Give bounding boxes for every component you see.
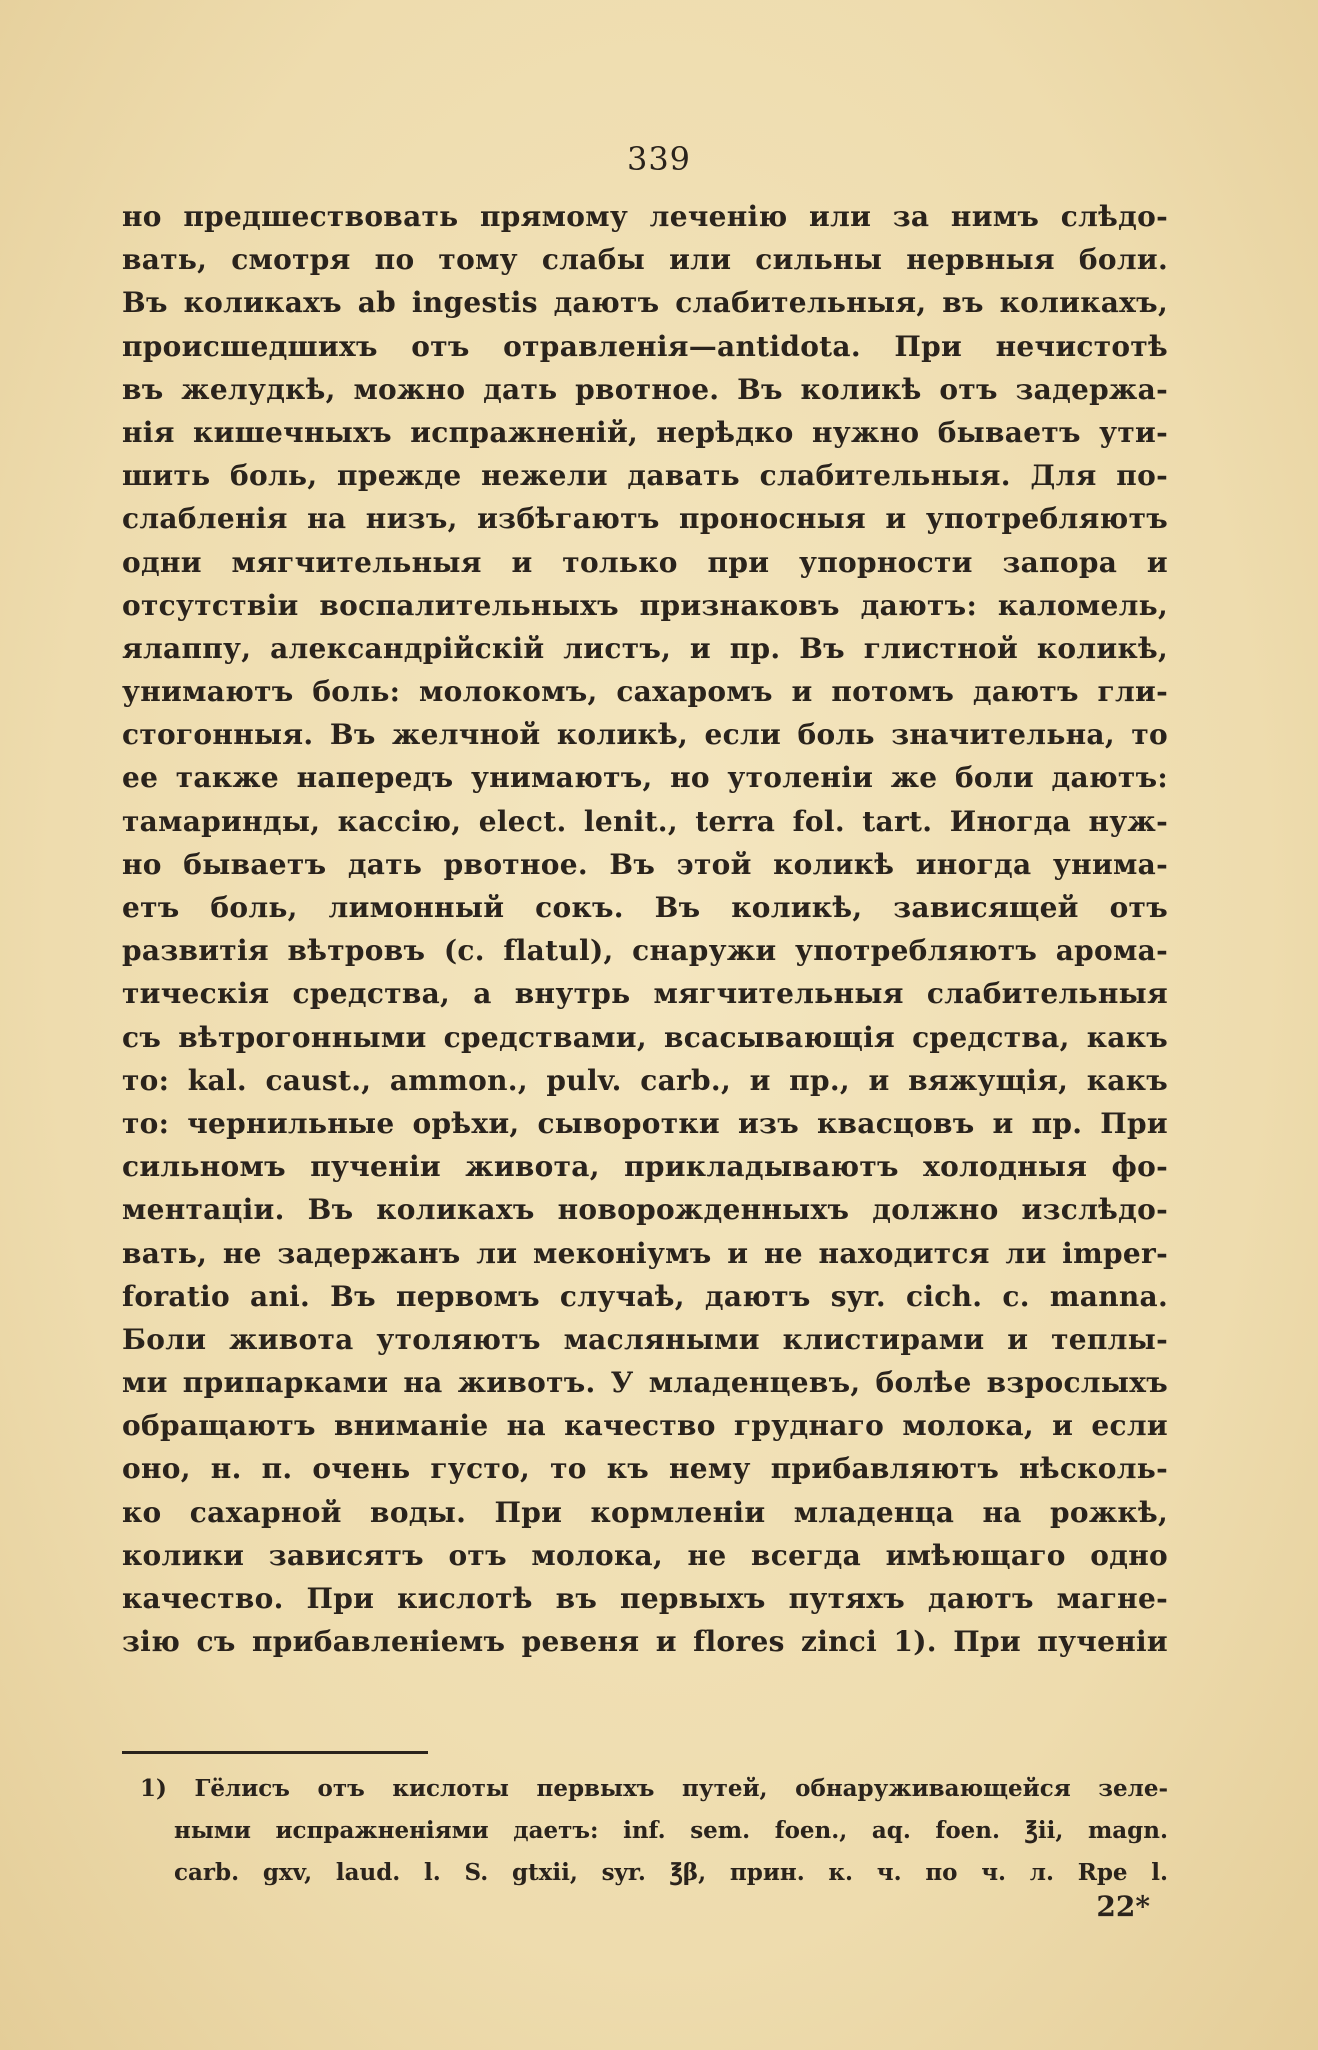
text-line: колики зависятъ отъ молока, не всегда имѣющаго одно: [122, 1538, 1168, 1572]
text-line: съ вѣтрогонными средствами, всасывающія средства, какъ: [122, 1020, 1168, 1054]
text-line: етъ боль, лимонный сокъ. Въ коликѣ, зависящей отъ: [122, 891, 1168, 924]
text-line: въ желудкѣ, можно дать рвотное. Въ коликѣ отъ задержа-: [122, 372, 1168, 406]
page-number: 339: [626, 140, 692, 178]
text-line: происшедшихъ отъ отравленія—antidota. При нечистотѣ: [122, 329, 1168, 363]
text-line: шить боль, прежде нежели давать слабительныя. Для по-: [122, 459, 1168, 493]
signature-mark: 22*: [1096, 1890, 1150, 1923]
footnote-line: carb. gxv, laud. l. S. gtxii, syr. ℥β, прин. к. ч. по ч. л. Rpe l.: [174, 1859, 1168, 1886]
text-line: сильномъ пученіи живота, прикладываютъ холодныя фо-: [122, 1150, 1168, 1184]
footnote: [140, 1768, 1168, 1894]
text-line: зію съ прибавленіемъ ревеня и flores zinci 1). При пученіи: [122, 1625, 1168, 1659]
text-line: вать, не задержанъ ли меконіумъ и не находится ли imper-: [122, 1236, 1168, 1270]
text-line: тамаринды, кассію, elect. lenit., terra fol. tart. Иногда нуж-: [122, 804, 1168, 838]
text-line: стогонныя. Въ желчной коликѣ, если боль значительна, то: [122, 718, 1168, 752]
text-line: но предшествовать прямому леченію или за нимъ слѣдо-: [122, 200, 1168, 233]
text-line: развитія вѣтровъ (c. flatul), снаружи употребляютъ арома-: [122, 934, 1168, 968]
text-line: то: чернильные орѣхи, сыворотки изъ квасцовъ и пр. При: [122, 1106, 1168, 1140]
text-line: тическія средства, а внутрь мягчительныя слабительныя: [122, 977, 1168, 1011]
text-line: оно, н. п. очень густо, то къ нему прибавляютъ нѣсколь-: [122, 1452, 1168, 1486]
text-line: отсутствіи воспалительныхъ признаковъ даютъ: каломель,: [122, 588, 1168, 622]
text-line: слабленія на низъ, избѣгаютъ проносныя и употребляютъ: [122, 502, 1168, 536]
text-line: ко сахарной воды. При кормленіи младенца на рожкѣ,: [122, 1495, 1168, 1529]
text-line: но бываетъ дать рвотное. Въ этой коликѣ иногда унима-: [122, 847, 1168, 881]
text-line: ее также напередъ унимаютъ, но утоленіи же боли даютъ:: [122, 761, 1168, 795]
text-line: то: kal. caust., ammon., pulv. carb., и пр., и вяжущія, какъ: [122, 1063, 1168, 1097]
footnote-line: 1) Гёлисъ отъ кислоты первыхъ путей, обнаруживающейся зеле-: [140, 1775, 1168, 1802]
text-line: Боли живота утоляютъ масляными клистирами и теплы-: [122, 1322, 1168, 1356]
text-line: обращаютъ вниманіе на качество груднаго молока, и если: [122, 1409, 1168, 1443]
footnote-line: ными испражненіями даетъ: inf. sem. foen., aq. foen. ℥ii, magn.: [174, 1817, 1168, 1844]
text-line: ялаппу, александрійскій листъ, и пр. Въ глистной коликѣ,: [122, 631, 1168, 665]
text-line: нія кишечныхъ испражненій, нерѣдко нужно бываетъ ути-: [122, 415, 1168, 449]
text-line: одни мягчительныя и только при упорности запора и: [122, 545, 1168, 579]
text-line: качество. При кислотѣ въ первыхъ путяхъ даютъ магне-: [122, 1582, 1168, 1615]
text-line: ми припарками на животъ. У младенцевъ, болѣе взрослыхъ: [122, 1366, 1168, 1400]
text-line: вать, смотря по тому слабы или сильны нервныя боли.: [122, 243, 1168, 277]
footnote-divider: [122, 1751, 428, 1754]
text-line: foratio ani. Въ первомъ случаѣ, даютъ syr. cich. c. manna.: [122, 1279, 1168, 1313]
text-line: унимаютъ боль: молокомъ, сахаромъ и потомъ даютъ гли-: [122, 675, 1168, 709]
main-text: [122, 195, 1168, 1663]
text-line: Въ коликахъ ab ingestis даютъ слабительныя, въ коликахъ,: [122, 286, 1168, 320]
text-line: ментаціи. Въ коликахъ новорожденныхъ должно изслѣдо-: [122, 1193, 1168, 1227]
